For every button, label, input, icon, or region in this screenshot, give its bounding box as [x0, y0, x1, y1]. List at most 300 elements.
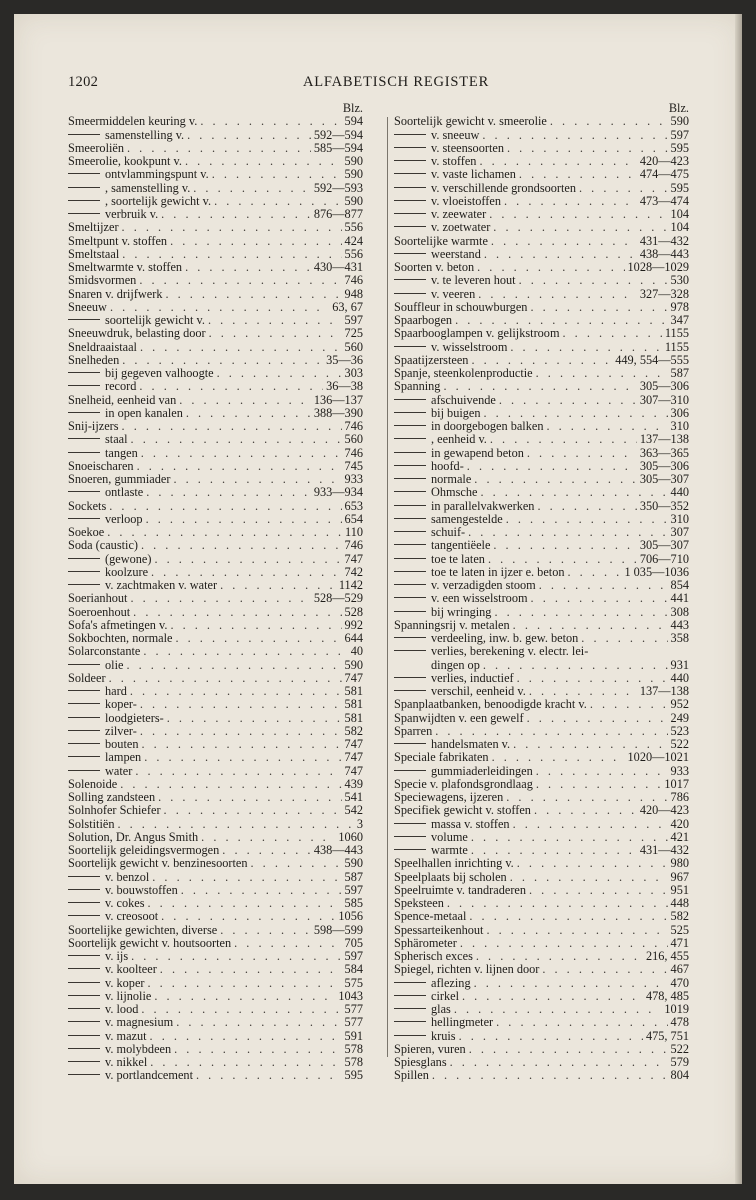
- entry-term: v. mazut: [105, 1029, 147, 1043]
- entry-page: 585—594: [313, 141, 363, 155]
- dot-leader: [493, 221, 667, 234]
- entry-term: Solstitiën: [68, 817, 115, 831]
- index-entry: [68, 526, 365, 539]
- entry-term: Snoeischaren: [68, 459, 134, 473]
- dot-leader: [513, 818, 668, 831]
- dot-leader: [550, 115, 668, 128]
- entry-page: 528: [344, 605, 363, 619]
- entry-page: 598—599: [313, 923, 363, 937]
- repeat-dash: [394, 544, 426, 545]
- entry-term: Snoeren, gummiader: [68, 473, 171, 486]
- entry-page: 579: [670, 1056, 689, 1069]
- entry-page: 747: [344, 671, 363, 685]
- dot-leader: [222, 844, 311, 857]
- index-entry: [394, 221, 691, 234]
- entry-page: 992: [344, 618, 363, 632]
- entry-page: 1142: [338, 579, 363, 592]
- entry-page: 654: [344, 512, 363, 526]
- index-entry: [394, 380, 691, 393]
- entry-page: 578: [344, 1042, 363, 1056]
- index-entry: [68, 115, 365, 128]
- entry-term: verschil, eenheid v.: [431, 685, 526, 698]
- index-entry: [68, 871, 365, 884]
- repeat-dash: [394, 558, 426, 559]
- repeat-dash: [394, 836, 426, 837]
- index-entry: [394, 168, 691, 181]
- entry-term: , samenstelling v.: [105, 181, 191, 195]
- dot-leader: [193, 182, 311, 195]
- entry-term: Spanplaatbanken, benoodigde kracht v.: [394, 698, 587, 712]
- repeat-dash: [394, 584, 426, 585]
- index-entry: [68, 712, 365, 725]
- index-entry: [68, 672, 365, 685]
- dot-leader: [110, 301, 329, 314]
- repeat-dash: [394, 399, 426, 400]
- entry-page: 705: [344, 936, 363, 950]
- dot-leader: [137, 460, 342, 473]
- index-entry: [394, 592, 691, 605]
- entry-page: 584: [344, 963, 363, 977]
- entry-term: Solnhofer Schiefer: [68, 804, 161, 818]
- index-entry: [68, 1069, 365, 1082]
- repeat-dash: [68, 1035, 100, 1036]
- entry-term: v. zeewater: [431, 208, 487, 221]
- dot-leader: [164, 804, 342, 817]
- entry-term: toe te laten in ijzer e. beton: [431, 565, 565, 579]
- dot-leader: [480, 486, 667, 499]
- repeat-dash: [394, 147, 426, 148]
- entry-term: Sneeuw: [68, 300, 107, 314]
- index-entry: [68, 924, 365, 937]
- index-entry: [394, 1016, 691, 1029]
- entry-page: 137—138: [639, 433, 689, 447]
- entry-page: 421: [670, 830, 689, 844]
- entry-page: 653: [344, 499, 363, 513]
- dot-leader: [469, 910, 667, 923]
- entry-term: Soortelijke gewichten, diverse: [68, 923, 218, 937]
- index-entry: [394, 500, 691, 513]
- entry-page: 478, 485: [645, 989, 689, 1003]
- repeat-dash: [394, 677, 426, 678]
- entry-term: tangentiëele: [431, 539, 491, 553]
- entry-term: Soorten v. beton: [394, 261, 475, 274]
- dot-leader: [450, 1056, 668, 1069]
- entry-page: 522: [670, 738, 689, 751]
- dot-leader: [139, 274, 341, 287]
- repeat-dash: [394, 187, 426, 188]
- entry-term: Spence-metaal: [394, 910, 467, 924]
- entry-term: Smidsvormen: [68, 274, 137, 288]
- entry-term: gummiaderleidingen: [431, 764, 533, 778]
- entry-term: samenstelling v.: [105, 128, 185, 142]
- dot-leader: [506, 513, 668, 526]
- page-edge: [735, 14, 742, 1184]
- index-entry: [394, 447, 691, 460]
- repeat-dash: [68, 1008, 100, 1009]
- repeat-dash: [68, 173, 100, 174]
- index-entry: [68, 566, 365, 579]
- dot-leader: [143, 645, 347, 658]
- entry-page: 931: [670, 658, 689, 672]
- entry-page: 430—431: [313, 261, 363, 274]
- entry-page: 560: [344, 340, 363, 354]
- dot-leader: [220, 924, 311, 937]
- dot-leader: [126, 659, 341, 672]
- entry-page: 305—306: [639, 380, 689, 394]
- dot-leader: [488, 553, 637, 566]
- entry-term: kruis: [431, 1029, 456, 1043]
- entry-page: 595: [670, 181, 689, 195]
- repeat-dash: [394, 346, 426, 347]
- entry-term: Spessarteikenhout: [394, 923, 484, 937]
- dot-leader: [220, 579, 336, 592]
- entry-page: 36—38: [326, 380, 363, 394]
- entry-page: 305—307: [639, 473, 689, 486]
- index-entry: [68, 1003, 365, 1016]
- entry-term: normale: [431, 473, 472, 486]
- entry-page: 136—137: [313, 393, 363, 407]
- dot-leader: [517, 672, 668, 685]
- entry-page: 556: [344, 221, 363, 235]
- index-entry: [394, 659, 691, 672]
- dot-leader: [146, 513, 342, 526]
- dot-leader: [462, 990, 643, 1003]
- page-number: 1202: [68, 74, 99, 90]
- repeat-dash: [394, 611, 426, 612]
- entry-page: 745: [344, 459, 363, 473]
- entry-term: v. koolteer: [105, 963, 157, 977]
- dot-leader: [160, 963, 342, 976]
- index-entry: [394, 937, 691, 950]
- dot-leader: [527, 447, 637, 460]
- dot-leader: [109, 500, 341, 513]
- index-entry: [394, 115, 691, 128]
- dot-leader: [506, 791, 667, 804]
- entry-term: Speciewagens, ijzeren: [394, 791, 504, 804]
- entry-page: 590: [670, 115, 689, 129]
- repeat-dash: [394, 505, 426, 506]
- entry-term: Spanwijdten v. een gewelf: [394, 711, 524, 725]
- entry-page: 388—390: [313, 406, 363, 420]
- repeat-dash: [68, 717, 100, 718]
- entry-page: 746: [344, 420, 363, 433]
- entry-term: verbruik v.: [105, 208, 159, 221]
- entry-page: 746: [344, 539, 363, 553]
- entry-term: v. een wisselstroom: [431, 592, 528, 606]
- index-entry: [68, 1056, 365, 1069]
- entry-term: Soortelijke warmte: [394, 234, 488, 248]
- dot-leader: [122, 248, 341, 261]
- index-entry: [68, 460, 365, 473]
- entry-page: 438—443: [313, 844, 363, 857]
- dot-leader: [468, 526, 667, 539]
- dot-leader: [493, 539, 636, 552]
- entry-term: schuif-: [431, 526, 466, 539]
- index-entry: [394, 195, 691, 208]
- repeat-dash: [68, 571, 100, 572]
- entry-term: v. bouwstoffen: [105, 883, 178, 897]
- entry-term: lampen: [105, 751, 142, 765]
- entry-page: 1028—1029: [627, 261, 689, 274]
- dot-leader: [187, 129, 311, 142]
- dot-leader: [150, 1030, 342, 1043]
- dot-leader: [513, 738, 667, 751]
- repeat-dash: [394, 452, 426, 453]
- repeat-dash: [68, 584, 100, 585]
- index-entry: [68, 645, 365, 658]
- entry-term: Soortelijk gewicht v. benzinesoorten: [68, 857, 248, 871]
- index-entry: [68, 500, 365, 513]
- entry-page: 747: [344, 738, 363, 751]
- entry-page: 597: [344, 314, 363, 327]
- index-entry: [394, 208, 691, 221]
- dot-leader: [454, 1003, 662, 1016]
- entry-term: Spanningsrij v. metalen: [394, 618, 510, 632]
- index-entry: [68, 765, 365, 778]
- entry-term: v. sneeuw: [431, 128, 480, 142]
- entry-page: 948: [344, 287, 363, 301]
- entry-page: 310: [670, 420, 689, 433]
- repeat-dash: [394, 982, 426, 983]
- entry-page: 951: [670, 883, 689, 897]
- entry-page: 448: [670, 897, 689, 910]
- dot-leader: [432, 1069, 668, 1082]
- index-entry: [394, 672, 691, 685]
- dot-leader: [536, 778, 662, 791]
- entry-term: v. ijs: [105, 950, 129, 963]
- entry-page: 528—529: [313, 592, 363, 606]
- entry-page: 1155: [664, 340, 689, 354]
- entry-term: v. portlandcement: [105, 1069, 193, 1083]
- index-entry: [68, 155, 365, 168]
- entry-term: in open kanalen: [105, 406, 183, 420]
- index-entry: [394, 924, 691, 937]
- entry-term: Souffleur in schouwburgen: [394, 300, 528, 314]
- entry-term: Soda (caustic): [68, 539, 138, 553]
- dot-leader: [200, 115, 341, 128]
- index-entry: [394, 765, 691, 778]
- index-entry: [394, 619, 691, 632]
- repeat-dash: [68, 876, 100, 877]
- entry-page: 542: [344, 804, 363, 818]
- index-entry: [394, 1056, 691, 1069]
- dot-leader: [185, 261, 311, 274]
- index-entry: [68, 380, 365, 393]
- dot-leader: [519, 168, 637, 181]
- repeat-dash: [68, 452, 100, 453]
- repeat-dash: [394, 253, 426, 254]
- entry-term: Solling zandsteen: [68, 791, 156, 804]
- entry-page: 474—475: [639, 168, 689, 182]
- entry-term: v. steensoorten: [431, 141, 504, 155]
- entry-term: ontvlammingspunt v.: [105, 168, 209, 182]
- entry-page: 1 035—1036: [624, 565, 689, 579]
- index-entry: [394, 354, 691, 367]
- entry-term: Soldeer: [68, 671, 106, 685]
- dot-leader: [474, 473, 637, 486]
- index-entry: [394, 884, 691, 897]
- repeat-dash: [68, 915, 100, 916]
- entry-term: v. te leveren hout: [431, 274, 516, 288]
- repeat-dash: [394, 213, 426, 214]
- entry-term: Speelplaats bij scholen: [394, 870, 507, 884]
- entry-page: 104: [670, 208, 689, 221]
- dot-leader: [140, 698, 342, 711]
- dot-leader: [186, 407, 311, 420]
- index-entry: [394, 1030, 691, 1043]
- entry-term: verlies, inductief: [431, 671, 514, 685]
- index-entry: [68, 420, 365, 433]
- repeat-dash: [394, 690, 426, 691]
- entry-page: 431—432: [639, 234, 689, 248]
- entry-term: Sofa's afmetingen v.: [68, 618, 168, 632]
- index-entry: [394, 897, 691, 910]
- dot-leader: [176, 1016, 341, 1029]
- entry-term: (gewone): [105, 552, 152, 566]
- index-entry: [68, 261, 365, 274]
- repeat-dash: [68, 756, 100, 757]
- index-entry: [68, 632, 365, 645]
- repeat-dash: [68, 995, 100, 996]
- entry-term: verdeeling, inw. b. gew. beton: [431, 632, 579, 645]
- entry-page: 590: [344, 194, 363, 208]
- dot-leader: [494, 606, 667, 619]
- index-entry: [394, 857, 691, 870]
- dot-leader: [130, 592, 310, 605]
- entry-page: 441: [670, 592, 689, 606]
- index-entry: [394, 579, 691, 592]
- entry-page: 308: [670, 605, 689, 619]
- index-entry: [68, 791, 365, 804]
- index-entry: [394, 606, 691, 619]
- dot-leader: [122, 221, 342, 234]
- dot-leader: [151, 566, 342, 579]
- entry-page: 1019: [664, 1003, 689, 1016]
- entry-term: Speelhallen inrichting v.: [394, 857, 514, 871]
- repeat-dash: [68, 187, 100, 188]
- repeat-dash: [68, 412, 100, 413]
- repeat-dash: [394, 571, 426, 572]
- entry-page: 310: [670, 512, 689, 526]
- entry-term: Speelruimte v. tandraderen: [394, 883, 527, 897]
- entry-page: 854: [670, 579, 689, 592]
- repeat-dash: [394, 134, 426, 135]
- repeat-dash: [394, 412, 426, 413]
- entry-term: Solenoide: [68, 777, 118, 791]
- index-entry: [394, 645, 691, 658]
- entry-page: 40: [350, 645, 363, 659]
- entry-page: 475, 751: [645, 1029, 689, 1043]
- entry-term: verloop: [105, 512, 143, 526]
- entry-page: 438—443: [639, 247, 689, 261]
- repeat-dash: [68, 982, 100, 983]
- entry-page: 305—306: [639, 459, 689, 473]
- entry-term: weerstand: [431, 247, 481, 261]
- dot-leader: [209, 327, 342, 340]
- index-entry: [68, 778, 365, 791]
- index-entry: [394, 420, 691, 433]
- repeat-dash: [394, 465, 426, 466]
- entry-page: 590: [344, 155, 363, 168]
- entry-term: v. cokes: [105, 897, 145, 910]
- index-column-left: [68, 102, 365, 1083]
- entry-term: Soerianhout: [68, 592, 128, 606]
- blz-label: Blz.: [342, 101, 363, 115]
- entry-page: 786: [670, 791, 689, 804]
- dot-leader: [477, 261, 624, 274]
- entry-term: in gewapend beton: [431, 446, 524, 460]
- index-entry: [394, 142, 691, 155]
- repeat-dash: [68, 1074, 100, 1075]
- entry-page: 305—307: [639, 539, 689, 553]
- dot-leader: [489, 208, 667, 221]
- entry-term: samengestelde: [431, 512, 503, 526]
- dot-leader: [161, 208, 311, 221]
- dot-leader: [120, 778, 341, 791]
- entry-page: 556: [344, 247, 363, 261]
- index-entry: [394, 818, 691, 831]
- entry-term: afschuivende: [431, 393, 496, 407]
- index-entry: [68, 447, 365, 460]
- entry-page: 587: [344, 870, 363, 884]
- index-entry: [68, 606, 365, 619]
- entry-term: v. wisselstroom: [431, 340, 508, 354]
- index-entry: [394, 235, 691, 248]
- dot-leader: [537, 500, 636, 513]
- index-entry: [68, 884, 365, 897]
- entry-term: Specifiek gewicht v. stoffen: [394, 804, 531, 818]
- dot-leader: [563, 327, 662, 340]
- entry-page: 742: [344, 565, 363, 579]
- entry-term: Soekoe: [68, 526, 105, 539]
- dot-leader: [499, 394, 637, 407]
- index-entry: [68, 433, 365, 446]
- entry-page: 478: [670, 1016, 689, 1030]
- dot-leader: [479, 155, 636, 168]
- dot-leader: [471, 844, 637, 857]
- dot-leader: [513, 619, 668, 632]
- entry-page: 590: [344, 658, 363, 672]
- entry-term: aflezing: [431, 976, 471, 990]
- repeat-dash: [68, 558, 100, 559]
- dot-leader: [154, 553, 341, 566]
- entry-page: 597: [344, 883, 363, 897]
- dot-leader: [173, 473, 341, 486]
- entry-term: v. magnesium: [105, 1016, 174, 1030]
- repeat-dash: [68, 690, 100, 691]
- entry-page: 582: [670, 910, 689, 924]
- index-entry: [394, 182, 691, 195]
- entry-term: v. veeren: [431, 287, 476, 301]
- index-entry: [394, 433, 691, 446]
- dot-leader: [476, 950, 643, 963]
- entry-page: 467: [670, 963, 689, 977]
- entry-page: 449, 554—555: [615, 353, 689, 367]
- repeat-dash: [68, 1048, 100, 1049]
- repeat-dash: [394, 743, 426, 744]
- dot-leader: [158, 791, 341, 804]
- entry-term: v. lood: [105, 1003, 139, 1016]
- index-entry: [68, 910, 365, 923]
- repeat-dash: [394, 995, 426, 996]
- repeat-dash: [394, 491, 426, 492]
- dot-leader: [484, 248, 637, 261]
- entry-page: 1043: [338, 989, 363, 1003]
- dot-leader: [460, 937, 668, 950]
- entry-page: 424: [344, 234, 363, 248]
- entry-term: cirkel: [431, 989, 459, 1003]
- entry-term: v. benzol: [105, 870, 150, 884]
